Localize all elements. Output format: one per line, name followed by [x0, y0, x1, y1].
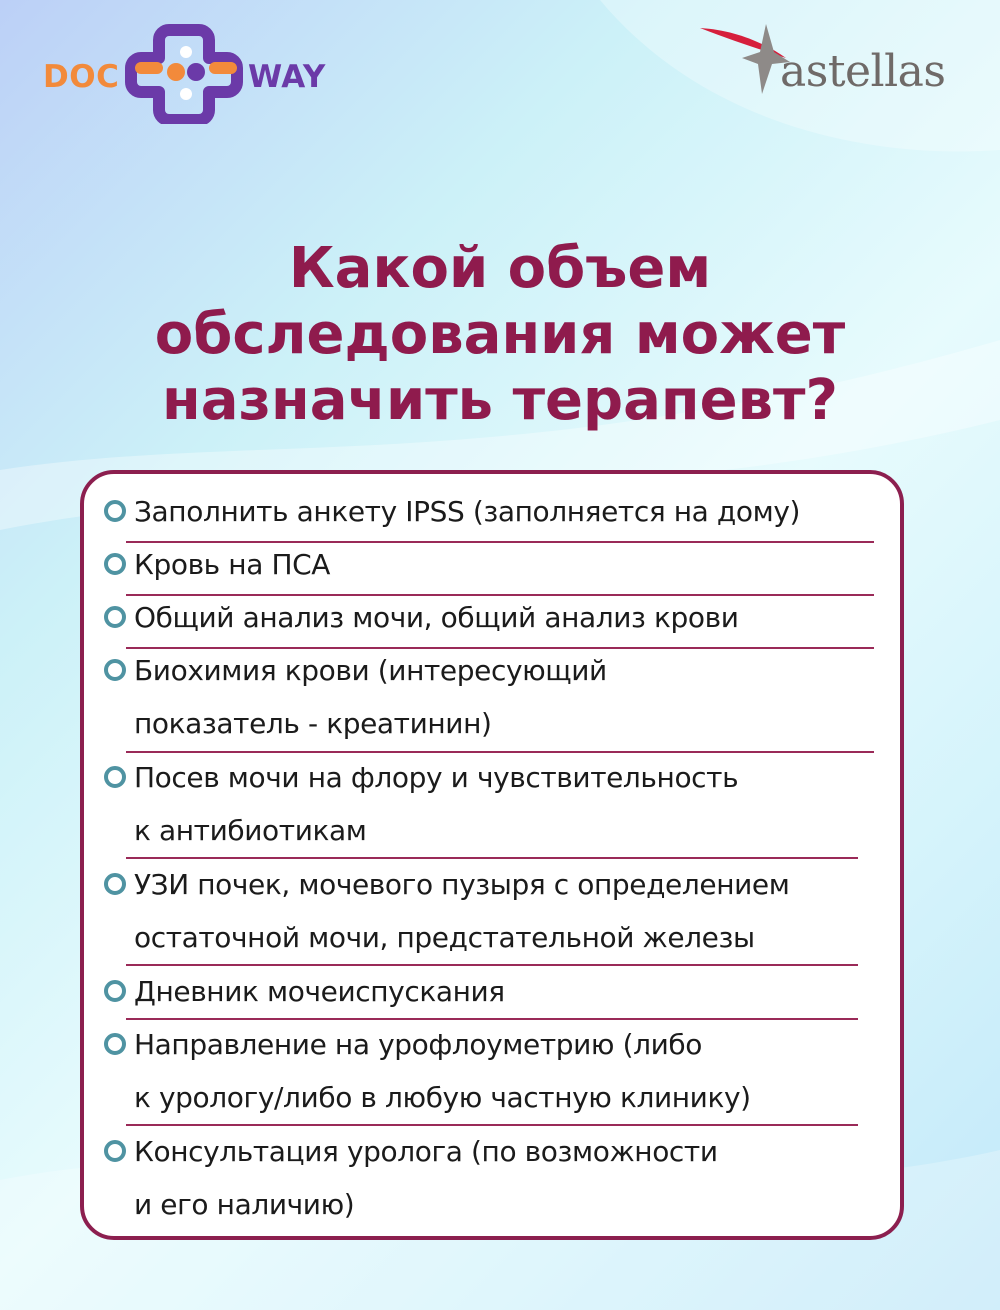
list-item-text: Заполнить анкету IPSS (заполняется на дому)	[134, 495, 801, 528]
bullet-circle-icon	[104, 980, 126, 1002]
bullet-circle-icon	[104, 873, 126, 895]
divider	[126, 647, 874, 649]
bullet-circle-icon	[104, 659, 126, 681]
list-item-text: Общий анализ мочи, общий анализ крови	[134, 601, 739, 634]
list-item-text: Кровь на ПСА	[134, 548, 331, 581]
divider	[126, 751, 874, 753]
astellas-wordmark: astellas	[780, 46, 946, 97]
divider	[126, 594, 874, 596]
docway-way-text: WAY	[248, 59, 326, 95]
bullet-circle-icon	[104, 500, 126, 522]
docway-logo	[40, 24, 330, 124]
astellas-logo	[696, 18, 958, 104]
exam-list-card	[80, 470, 904, 1240]
bullet-circle-icon	[104, 606, 126, 628]
page-title	[0, 236, 1000, 434]
bullet-circle-icon	[104, 766, 126, 788]
title-line-2: обследования может	[154, 302, 846, 367]
list-item-text-continued: показатель - креатинин)	[134, 707, 492, 740]
divider	[126, 964, 858, 966]
list-item-text-continued: и его наличию)	[134, 1188, 355, 1221]
list-item-text-continued: к антибиотикам	[134, 814, 367, 847]
title-line-3: назначить терапевт?	[162, 368, 838, 433]
list-item-text: УЗИ почек, мочевого пузыря с определением	[134, 868, 790, 901]
astellas-star-icon	[696, 18, 792, 98]
bullet-circle-icon	[104, 1033, 126, 1055]
bullet-circle-icon	[104, 553, 126, 575]
divider	[126, 1018, 858, 1020]
list-item-text-continued: остаточной мочи, предстательной железы	[134, 921, 755, 954]
title-line-1: Какой объем	[288, 236, 712, 301]
list-item-text: Биохимия крови (интересующий	[134, 654, 607, 687]
list-item-text-continued: к урологу/либо в любую частную клинику)	[134, 1081, 751, 1114]
list-item-text: Консультация уролога (по возможности	[134, 1135, 718, 1168]
list-item-text: Дневник мочеиспускания	[134, 975, 505, 1008]
divider	[126, 1124, 858, 1126]
list-item-text: Посев мочи на флору и чувствительность	[134, 761, 739, 794]
divider	[126, 541, 874, 543]
list-item-text: Направление на урофлоуметрию (либо	[134, 1028, 703, 1061]
bullet-circle-icon	[104, 1140, 126, 1162]
docway-doc-text: DOC	[43, 59, 120, 95]
docway-cross-icon	[124, 24, 248, 124]
divider	[126, 857, 858, 859]
